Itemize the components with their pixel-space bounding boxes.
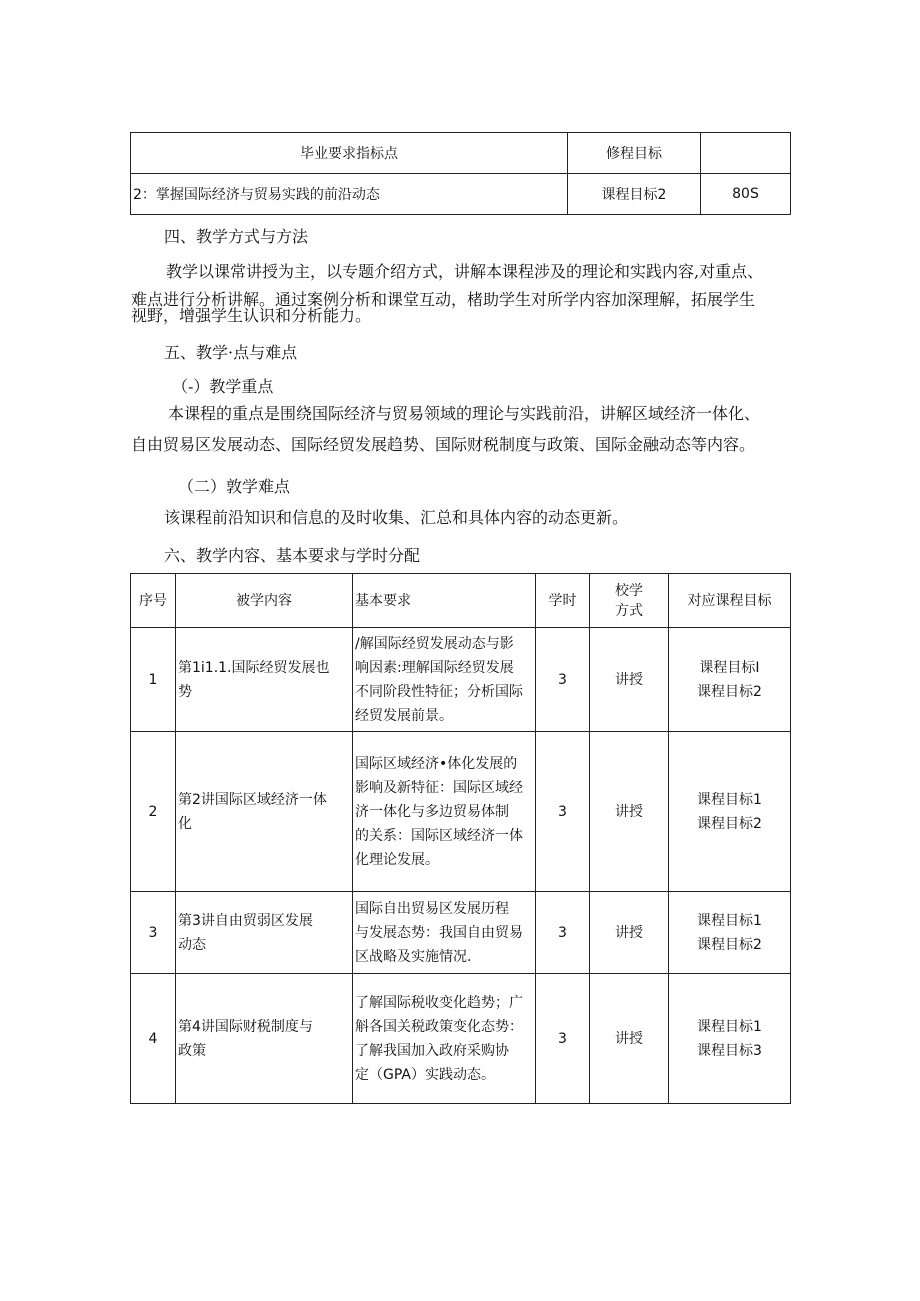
row2-goals: 课程目标1 课程目标2 [669,732,791,892]
row2-seq: 2 [131,732,176,892]
indicator-header-goal: 修程目标 [568,133,701,174]
row1-content: 第1i1.1.国际经贸发展也 势 [176,628,353,732]
section5-sub1-line-2: 自由贸易区发展动态、国际经贸发展趋势、国际财税制度与政策、国际金融动态等内容。 [131,435,756,454]
row1-requirements: /解国际经贸发展动态与影 响因素:理解国际经贸发展 不同阶段性特征；分析国际 经贸发展前景。 [353,628,536,732]
row4-hours: 3 [536,974,590,1104]
header-hours: 学时 [536,574,590,628]
row2-method: 讲授 [590,732,669,892]
row4-goals: 课程目标1 课程目标3 [669,974,791,1104]
header-content: 被学内容 [176,574,353,628]
indicator-table [130,132,791,215]
indicator-goal-cell: 课程目标2 [568,174,701,215]
row4-method: 讲授 [590,974,669,1104]
indicator-table-row [131,174,791,215]
row2-hours: 3 [536,732,590,892]
row3-method: 讲授 [590,892,669,974]
table-row [131,732,791,892]
row1-seq: 1 [131,628,176,732]
section4-para-line-1: 教学以课常讲授为主，以专题介绍方式，讲解本课程涉及的理论和实践内容,对重点、 [166,262,764,281]
row3-requirements: 国际自出贸易区发展历程 与发展态势：我国自由贸易 区战略及实施情况. [353,892,536,974]
indicator-table-header-row [131,133,791,174]
table-row [131,892,791,974]
section4-para-line-3: 视野，增强学生认识和分析能力。 [131,306,372,325]
indicator-requirement-cell: 2：掌握国际经济与贸易实践的前沿动态 [131,174,568,215]
indicator-weight-cell: 80S [701,174,791,215]
course-table-header-row [131,574,791,628]
section5-sub2-heading: （二）敦学难点 [178,477,291,496]
course-content-table [130,573,791,1104]
row3-content: 第3讲自由贸弱区发展 动态 [176,892,353,974]
header-requirements: 基本要求 [353,574,536,628]
indicator-header-requirement: 毕业要求指标点 [131,133,568,174]
header-method: 校学 方式 [590,574,669,628]
row1-goals: 课程目标I 课程目标2 [669,628,791,732]
table-row [131,974,791,1104]
row4-requirements: 了解国际税收变化趋势；广 斛各国关税政策变化态势： 了解我国加入政府采购协 定（GPA）实践动态。 [353,974,536,1104]
row4-content: 第4讲国际财税制度与 政策 [176,974,353,1104]
header-goals: 对应课程目标 [669,574,791,628]
section4-heading: 四、教学方式与方法 [164,227,309,246]
row4-seq: 4 [131,974,176,1104]
section5-sub1-line-1: 本课程的重点是围绕国际经济与贸易领域的理论与实践前沿，讲解区域经济一体化、 [168,404,761,423]
section5-heading: 五、教学·点与难点 [164,343,298,362]
section6-heading: 六、教学内容、基本要求与学时分配 [164,546,421,565]
section5-sub1-heading: （-）教学重点 [172,377,274,396]
section5-sub2-text: 该课程前沿知识和信息的及时收集、汇总和具体内容的动态更新。 [164,508,629,527]
row3-goals: 课程目标1 课程目标2 [669,892,791,974]
section4-para-line-2: 难点进行分析讲解。通过案例分析和课堂互动，楮助学生对所学内容加深理解，拓展学生 [131,290,756,309]
row1-method: 讲授 [590,628,669,732]
row3-hours: 3 [536,892,590,974]
row1-hours: 3 [536,628,590,732]
row2-requirements: 国际区域经济•体化发展的 影响及新特征：国际区域经 济一体化与多边贸易体制 的关系：国际区域经济一体 化理论发展。 [353,732,536,892]
table-row [131,628,791,732]
header-seq: 序号 [131,574,176,628]
indicator-header-weight [701,133,791,174]
row3-seq: 3 [131,892,176,974]
row2-content: 第2讲国际区域经济一体 化 [176,732,353,892]
